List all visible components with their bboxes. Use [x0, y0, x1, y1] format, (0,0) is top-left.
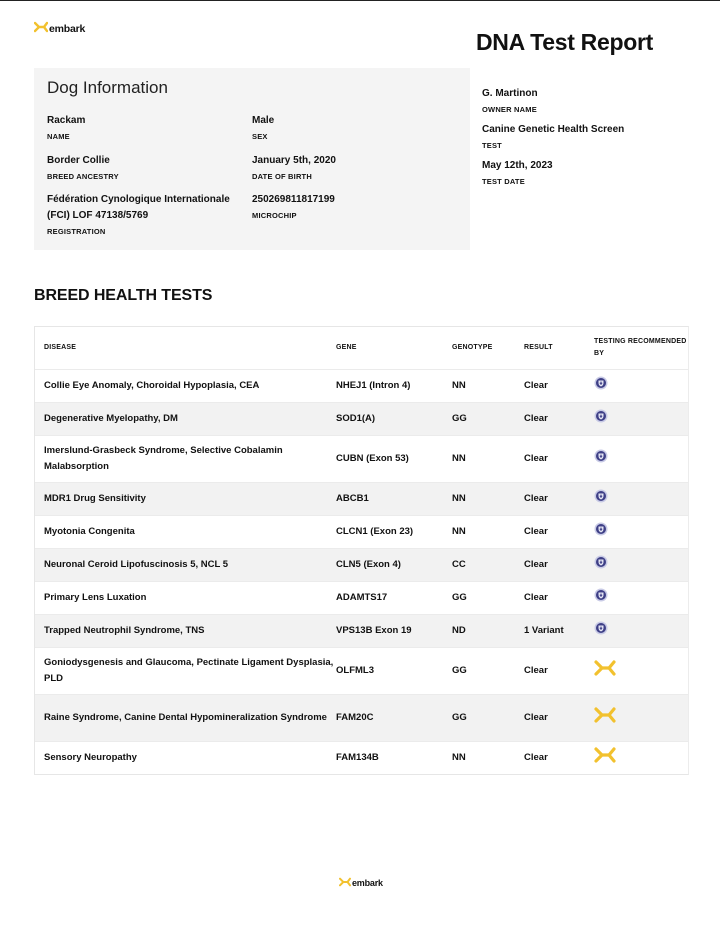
disease-cell: Sensory Neuropathy [44, 752, 137, 763]
recommended-by-cell [594, 706, 688, 730]
breed-club-seal-icon [594, 489, 608, 503]
embark-logo-icon [594, 746, 616, 764]
microchip-label: MICROCHIP [252, 211, 297, 220]
column-header-disease: DISEASE [44, 344, 77, 351]
gene-cell: ABCB1 [336, 493, 369, 504]
result-cell: Clear [524, 413, 548, 424]
gene-cell: FAM20C [336, 712, 374, 723]
recommended-by-cell [594, 376, 688, 396]
test-information [482, 86, 624, 194]
dog-information-title: Dog Information [47, 78, 168, 97]
table-row [35, 694, 688, 741]
disease-cell: Primary Lens Luxation [44, 592, 147, 603]
table-header-row [35, 327, 688, 369]
footer-embark-logo [339, 874, 383, 892]
table-row [35, 548, 688, 581]
microchip-field [252, 192, 335, 220]
test-date-label: TEST DATE [482, 177, 525, 186]
genotype-cell: NN [452, 453, 466, 464]
dog-name-label: NAME [47, 132, 70, 141]
breed-ancestry-field [47, 153, 119, 181]
table-row [35, 369, 688, 402]
top-border [0, 0, 720, 1]
table-body [35, 369, 688, 774]
report-title: DNA Test Report [476, 29, 653, 55]
test-value: Canine Genetic Health Screen [482, 124, 625, 135]
recommended-by-cell [594, 555, 688, 575]
gene-cell: SOD1(A) [336, 413, 376, 424]
result-cell: 1 Variant [524, 625, 564, 636]
gene-cell: VPS13B Exon 19 [336, 625, 412, 636]
recommended-by-cell [594, 588, 688, 608]
disease-cell: Goniodysgenesis and Glaucoma, Pectinate Ligament Dysplasia, PLD [44, 657, 334, 684]
disease-cell: Imerslund-Grasbeck Syndrome, Selective Cobalamin Malabsorption [44, 445, 283, 472]
embark-dog-icon [34, 20, 48, 38]
owner-name-field [482, 86, 624, 114]
dog-sex-field [252, 113, 274, 141]
table-row [35, 435, 688, 482]
genotype-cell: NN [452, 526, 466, 537]
genotype-cell: GG [452, 592, 467, 603]
breed-club-seal-icon [594, 588, 608, 602]
gene-cell: NHEJ1 (Intron 4) [336, 380, 411, 391]
disease-cell: Myotonia Congenita [44, 526, 135, 537]
genotype-cell: NN [452, 380, 466, 391]
genotype-cell: NN [452, 493, 466, 504]
genotype-cell: GG [452, 712, 467, 723]
test-date-value: May 12th, 2023 [482, 160, 553, 171]
owner-name-value: G. Martinon [482, 88, 538, 99]
table-row [35, 515, 688, 548]
table-row [35, 402, 688, 435]
result-cell: Clear [524, 665, 548, 676]
breed-club-seal-icon [594, 621, 608, 635]
result-cell: Clear [524, 592, 548, 603]
microchip-value: 250269811817199 [252, 194, 335, 205]
date-of-birth-label: DATE OF BIRTH [252, 172, 312, 181]
column-header-testing-recommended-by: TESTING RECOMMENDED BY [594, 338, 687, 357]
breed-ancestry-value: Border Collie [47, 155, 110, 166]
result-cell: Clear [524, 526, 548, 537]
recommended-by-cell [594, 489, 688, 509]
dog-sex-value: Male [252, 115, 275, 126]
breed-ancestry-label: BREED ANCESTRY [47, 172, 119, 181]
embark-wordmark: embark [49, 23, 86, 35]
gene-cell: CUBN (Exon 53) [336, 453, 409, 464]
result-cell: Clear [524, 493, 548, 504]
disease-cell: Trapped Neutrophil Syndrome, TNS [44, 625, 205, 636]
genotype-cell: GG [452, 665, 467, 676]
test-date-field [482, 158, 624, 186]
table-row [35, 614, 688, 647]
result-cell: Clear [524, 380, 548, 391]
breed-club-seal-icon [594, 376, 608, 390]
embark-logo-icon [594, 706, 616, 724]
test-field [482, 122, 624, 150]
dog-information-panel [34, 68, 470, 250]
table-row [35, 647, 688, 694]
column-header-gene: GENE [336, 344, 357, 351]
recommended-by-cell [594, 746, 688, 770]
result-cell: Clear [524, 752, 548, 763]
breed-health-tests-title: BREED HEALTH TESTS [34, 287, 213, 304]
recommended-by-cell [594, 659, 688, 683]
embark-logo [34, 20, 85, 38]
result-cell: Clear [524, 453, 548, 464]
dog-name-value: Rackam [47, 115, 86, 126]
breed-club-seal-icon [594, 522, 608, 536]
breed-club-seal-icon [594, 409, 608, 423]
result-cell: Clear [524, 712, 548, 723]
breed-club-seal-icon [594, 555, 608, 569]
test-label: TEST [482, 141, 502, 150]
table-row [35, 741, 688, 774]
disease-cell: Collie Eye Anomaly, Choroidal Hypoplasia, CEA [44, 380, 260, 391]
recommended-by-cell [594, 409, 688, 429]
recommended-by-cell [594, 522, 688, 542]
date-of-birth-field [252, 153, 336, 181]
genotype-cell: NN [452, 752, 466, 763]
recommended-by-cell [594, 449, 688, 469]
registration-label: REGISTRATION [47, 227, 106, 236]
genotype-cell: ND [452, 625, 466, 636]
gene-cell: CLCN1 (Exon 23) [336, 526, 414, 537]
gene-cell: OLFML3 [336, 665, 374, 676]
genotype-cell: CC [452, 559, 466, 570]
registration-field [47, 192, 242, 236]
embark-dog-icon [339, 874, 351, 892]
breed-club-seal-icon [594, 449, 608, 463]
owner-name-label: OWNER NAME [482, 105, 537, 114]
embark-logo-icon [594, 659, 616, 677]
column-header-result: RESULT [524, 344, 553, 351]
column-header-genotype: GENOTYPE [452, 344, 493, 351]
disease-cell: MDR1 Drug Sensitivity [44, 493, 146, 504]
disease-cell: Degenerative Myelopathy, DM [44, 413, 178, 424]
result-cell: Clear [524, 559, 548, 570]
dog-name-field [47, 113, 85, 141]
dog-sex-label: SEX [252, 132, 268, 141]
footer-embark-wordmark: embark [352, 878, 383, 888]
gene-cell: ADAMTS17 [336, 592, 388, 603]
disease-cell: Neuronal Ceroid Lipofuscinosis 5, NCL 5 [44, 559, 229, 570]
breed-health-table [34, 326, 689, 775]
disease-cell: Raine Syndrome, Canine Dental Hypomineralization Syndrome [44, 712, 327, 723]
date-of-birth-value: January 5th, 2020 [252, 155, 336, 166]
table-row [35, 581, 688, 614]
registration-value: Fédération Cynologique Internationale (FCI) LOF 47138/5769 [47, 194, 230, 221]
gene-cell: CLN5 (Exon 4) [336, 559, 401, 570]
table-row [35, 482, 688, 515]
genotype-cell: GG [452, 413, 467, 424]
gene-cell: FAM134B [336, 752, 379, 763]
recommended-by-cell [594, 621, 688, 641]
